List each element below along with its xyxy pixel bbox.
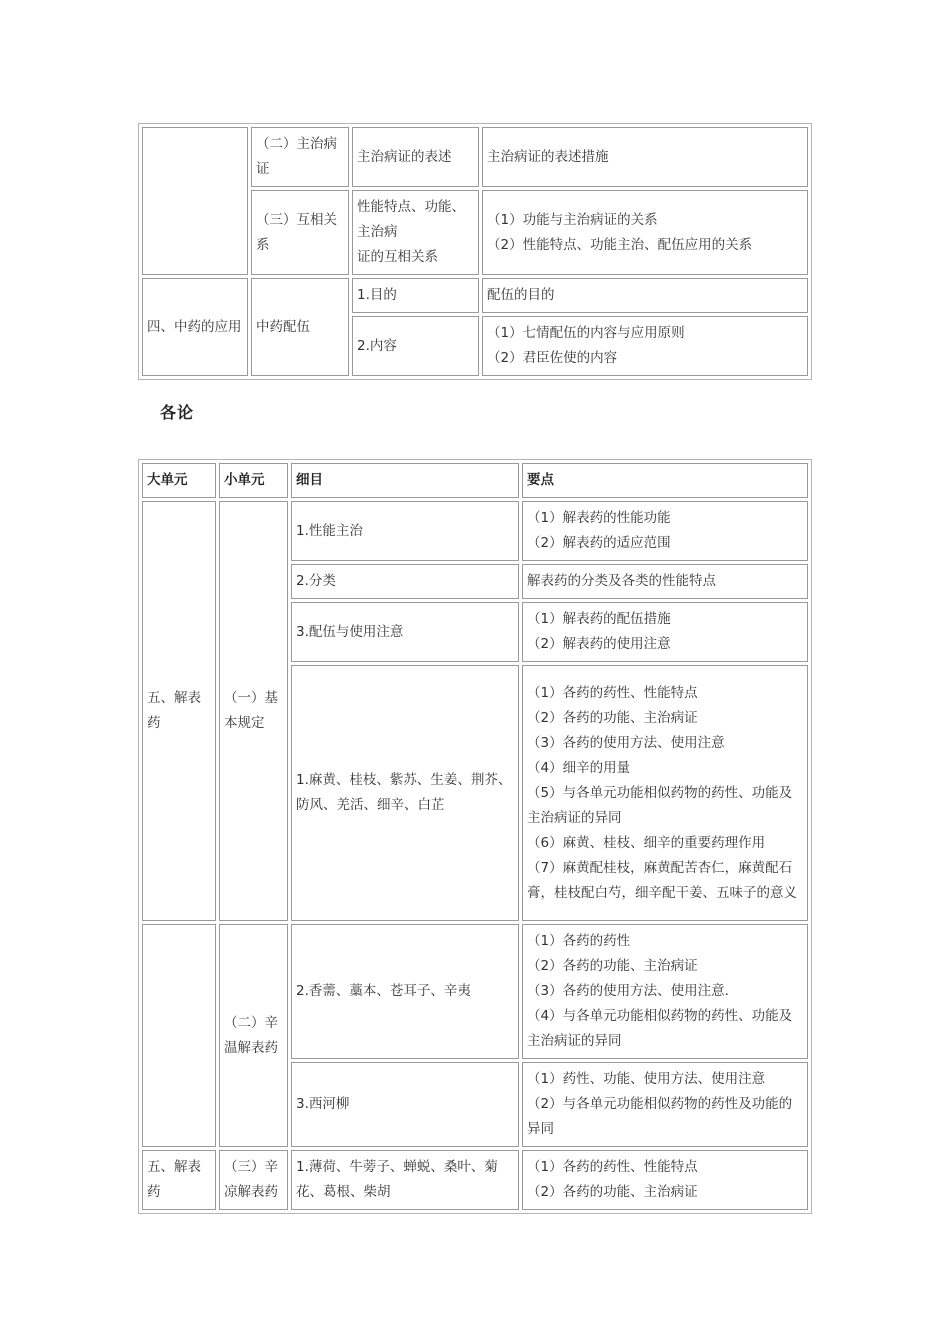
table-cell — [482, 278, 808, 313]
table-cell — [522, 564, 808, 599]
table-cell: 2.内容 — [352, 316, 479, 376]
cell-line: 证的互相关系 — [357, 249, 438, 265]
table-cell: 五、解表药 — [142, 1150, 216, 1210]
point-line: （3）各药的使用方法、使用注意. — [527, 983, 729, 999]
point-line: 解表药的分类及各类的性能特点 — [527, 573, 716, 589]
table-row — [142, 278, 808, 313]
header-cell: 小单元 — [219, 463, 288, 498]
table-cell: 2.分类 — [291, 564, 519, 599]
point-line: （2）各药的功能、主治病证 — [527, 709, 698, 726]
point-line: （2）解表药的使用注意 — [527, 636, 671, 652]
table-cell — [522, 924, 808, 1059]
point-line: （1）七情配伍的内容与应用原则 — [487, 325, 685, 341]
table-cell — [482, 316, 808, 376]
table-header-row — [142, 463, 808, 498]
section-title: 各论 — [160, 403, 195, 422]
point-line: （4）与各单元功能相似药物的药性、功能及主治病证的异同 — [527, 1008, 793, 1049]
table-cell: （二）辛温解表药 — [219, 924, 288, 1147]
syllabus-table-continued — [138, 123, 812, 380]
table-cell — [142, 127, 248, 275]
header-cell: 细目 — [291, 463, 519, 498]
point-line: （2）与各单元功能相似药物的药性及功能的异同 — [527, 1096, 793, 1137]
table-cell: 2.香薷、藁本、苍耳子、辛夷 — [291, 924, 519, 1059]
point-line: （1）功能与主治病证的关系 — [487, 211, 658, 228]
point-line: （7）麻黄配桂枝，麻黄配苦杏仁，麻黄配石膏，桂枝配白芍，细辛配干姜、五味子的意义 — [527, 859, 797, 901]
table-cell: 1.性能主治 — [291, 501, 519, 561]
header-cell: 大单元 — [142, 463, 216, 498]
point-line: （2）君臣佐使的内容 — [487, 350, 618, 366]
table-cell: 中药配伍 — [251, 278, 349, 376]
point-line: （2）性能特点、功能主治、配伍应用的关系 — [487, 236, 753, 253]
table-cell: 1.目的 — [352, 278, 479, 313]
table-cell — [522, 1062, 808, 1147]
syllabus-table — [138, 459, 812, 1214]
header-cell: 要点 — [522, 463, 808, 498]
point-line: 主治病证的表述措施 — [487, 148, 609, 165]
table-row — [142, 127, 808, 187]
table-cell: 1.薄荷、牛蒡子、蝉蜕、桑叶、菊花、葛根、柴胡 — [291, 1150, 519, 1210]
table-row — [142, 924, 808, 1059]
table-cell: （一）基本规定 — [219, 501, 288, 921]
table-row — [142, 1150, 808, 1210]
table-cell — [522, 665, 808, 921]
table-cell: （二）主治病证 — [251, 127, 349, 187]
table-cell: 四、中药的应用 — [142, 278, 248, 376]
table-cell — [352, 190, 479, 275]
point-line: （1）各药的药性 — [527, 933, 631, 949]
table-cell: 1.麻黄、桂枝、紫苏、生姜、荆芥、防风、羌活、细辛、白芷 — [291, 665, 519, 921]
point-line: （1）解表药的配伍措施 — [527, 611, 671, 627]
table-cell — [522, 1150, 808, 1210]
table-cell: 3.西河柳 — [291, 1062, 519, 1147]
point-line: （1）各药的药性、性能特点 — [527, 684, 698, 701]
table-cell: 主治病证的表述 — [352, 127, 479, 187]
point-line: （2）解表药的适应范围 — [527, 535, 671, 551]
point-line: （1）解表药的性能功能 — [527, 510, 671, 526]
point-line: （1）药性、功能、使用方法、使用注意 — [527, 1071, 766, 1087]
table-cell: 五、解表药 — [142, 501, 216, 921]
table-cell — [522, 602, 808, 662]
point-line: （2）各药的功能、主治病证 — [527, 1184, 698, 1200]
point-line: （2）各药的功能、主治病证 — [527, 958, 698, 974]
point-line: （5）与各单元功能相似药物的药性、功能及主治病证的异同 — [527, 784, 793, 826]
table-cell: （三）互相关系 — [251, 190, 349, 275]
table-cell: 3.配伍与使用注意 — [291, 602, 519, 662]
point-line: （1）各药的药性、性能特点 — [527, 1159, 698, 1175]
table-row — [142, 501, 808, 561]
point-line: （6）麻黄、桂枝、细辛的重要药理作用 — [527, 834, 766, 851]
table-cell — [482, 127, 808, 187]
table-cell: （三）辛凉解表药 — [219, 1150, 288, 1210]
point-line: （3）各药的使用方法、使用注意 — [527, 734, 725, 751]
table-cell — [142, 924, 216, 1147]
cell-line: 性能特点、功能、主治病 — [357, 199, 465, 240]
point-line: 配伍的目的 — [487, 287, 555, 303]
table-cell — [482, 190, 808, 275]
table-cell — [522, 501, 808, 561]
point-line: （4）细辛的用量 — [527, 759, 631, 776]
